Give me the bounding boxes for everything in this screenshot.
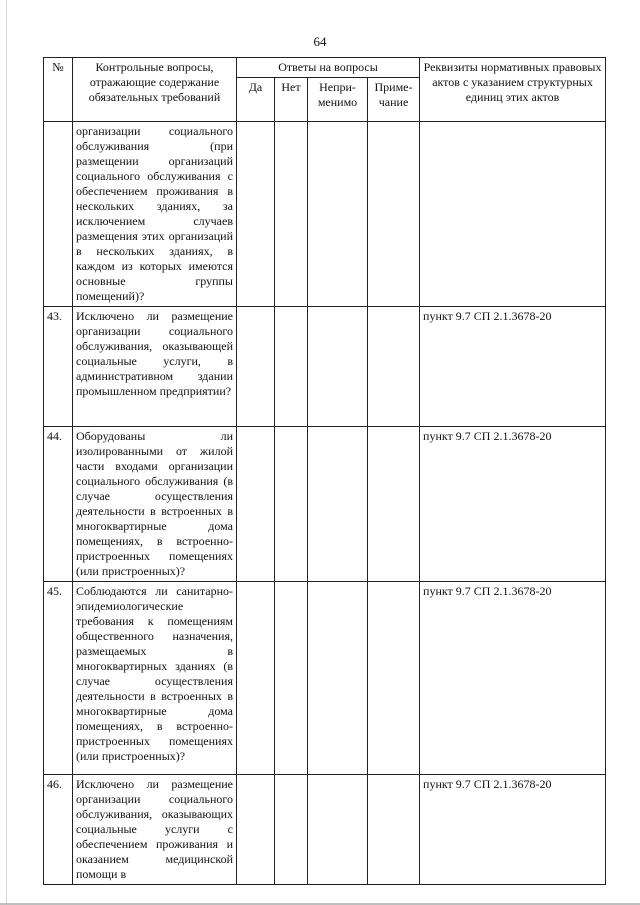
- answer-not-applicable-cell[interactable]: [308, 582, 368, 775]
- row-reference: пункт 9.7 СП 2.1.3678-20: [420, 307, 606, 427]
- header-not-applicable: Непри-менимо: [308, 78, 368, 122]
- page-number: 64: [313, 34, 327, 49]
- row-reference: пункт 9.7 СП 2.1.3678-20: [420, 427, 606, 582]
- header-no: Нет: [275, 78, 308, 122]
- answer-not-applicable-cell[interactable]: [308, 307, 368, 427]
- answer-note-cell[interactable]: [368, 427, 420, 582]
- header-number: №: [44, 58, 73, 122]
- header-references: Реквизиты нормативных правовых актов с указанием структурных единиц этих актов: [420, 58, 606, 122]
- row-number: [44, 122, 73, 307]
- table-row: [44, 582, 606, 775]
- row-question: Исключено ли размещение организации социального обслуживания, оказывающих социальные услуги с обеспечением проживания и оказанием медицинской помощи в: [73, 775, 237, 885]
- row-number: 44.: [44, 427, 73, 582]
- row-number: 45.: [44, 582, 73, 775]
- answer-no-cell[interactable]: [275, 582, 308, 775]
- answer-no-cell[interactable]: [275, 427, 308, 582]
- answer-yes-cell[interactable]: [237, 582, 275, 775]
- answer-yes-cell[interactable]: [237, 307, 275, 427]
- row-number: 43.: [44, 307, 73, 427]
- row-question: организации социального обслуживания (при размещении организаций социального обслуживания с обеспечением проживания в нескольких зданиях, за исключением случаев размещения этих организаций в нескольких зданиях, в каждом из которых имеются основные группы помещений)?: [73, 122, 237, 307]
- checklist-table: [43, 57, 606, 885]
- header-note: Приме-чание: [368, 78, 420, 122]
- answer-no-cell[interactable]: [275, 122, 308, 307]
- row-question: Исключено ли размещение организации социального обслуживания, оказывающей социальные услуги, в административном здании промышленном предприятии?: [73, 307, 237, 427]
- answer-no-cell[interactable]: [275, 307, 308, 427]
- scan-edge-line: [6, 0, 7, 905]
- table-row: [44, 775, 606, 885]
- header-yes: Да: [237, 78, 275, 122]
- answer-note-cell[interactable]: [368, 122, 420, 307]
- table-row: [44, 427, 606, 582]
- answer-not-applicable-cell[interactable]: [308, 775, 368, 885]
- header-answers: Ответы на вопросы: [237, 58, 420, 78]
- row-question: Оборудованы ли изолированными от жилой части входами организации социального обслуживания (в случае осуществления деятельности в встроенных в многоквартирные дома помещениях, в встроенно-пристроенных помещениях (или пристроенных)?: [73, 427, 237, 582]
- row-reference: пункт 9.7 СП 2.1.3678-20: [420, 775, 606, 885]
- answer-no-cell[interactable]: [275, 775, 308, 885]
- answer-note-cell[interactable]: [368, 775, 420, 885]
- answer-yes-cell[interactable]: [237, 427, 275, 582]
- header-question: Контрольные вопросы, отражающие содержание обязательных требований: [73, 58, 237, 122]
- answer-yes-cell[interactable]: [237, 775, 275, 885]
- row-number: 46.: [44, 775, 73, 885]
- answer-not-applicable-cell[interactable]: [308, 122, 368, 307]
- answer-not-applicable-cell[interactable]: [308, 427, 368, 582]
- table-row: [44, 122, 606, 307]
- answer-note-cell[interactable]: [368, 582, 420, 775]
- answer-note-cell[interactable]: [368, 307, 420, 427]
- answer-yes-cell[interactable]: [237, 122, 275, 307]
- row-reference: [420, 122, 606, 307]
- table-row: [44, 307, 606, 427]
- row-reference: пункт 9.7 СП 2.1.3678-20: [420, 582, 606, 775]
- row-question: Соблюдаются ли санитарно-эпидемиологические требования к помещениям общественного назначения, размещаемых в многоквартирных зданиях (в случае осуществления деятельности в встроенных в многоквартирные дома помещениях, в встроенно-пристроенных помещениях (или пристроенных)?: [73, 582, 237, 775]
